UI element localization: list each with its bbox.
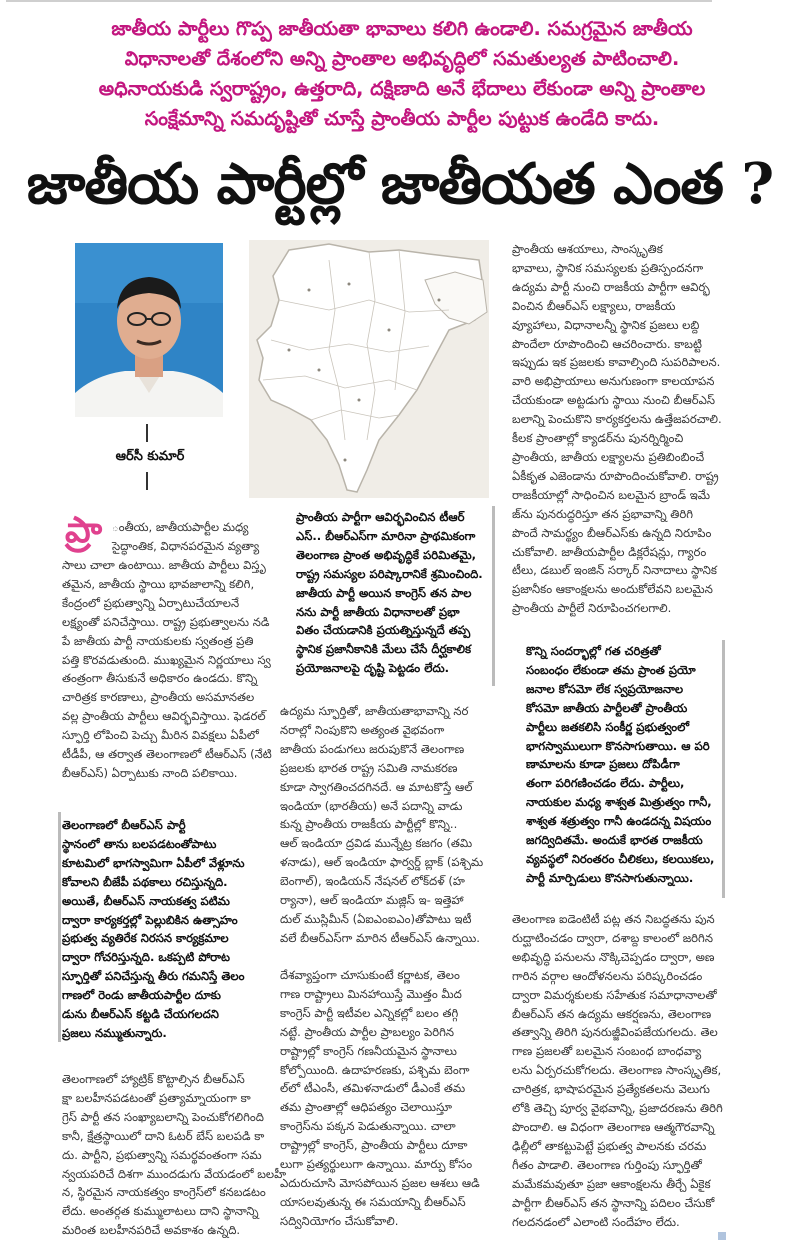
text-line: ఎస్.. బీఆర్‌ఎస్‌గా మారినా ప్రాథమికంగా xyxy=(296,528,476,543)
end-mark xyxy=(718,1232,726,1240)
text-line: ప్రాంతీయ పార్టీలే నిరూపించగలగాలి. xyxy=(512,601,672,616)
text-line: కొన్ని సందర్భాల్లో గత చరిత్రతో xyxy=(526,644,661,658)
text-line: పత్తి కొరవడుతుంది. ముఖ్యమైన నిర్ణయాలు స్వ xyxy=(62,652,271,667)
india-map xyxy=(249,240,489,498)
text-line: శాశ్వత శత్రుత్వం గానీ ఉండదన్న విషయం xyxy=(526,814,712,829)
text-line: ఇండియా (భారతీయ) అనే పదాన్ని వాడు xyxy=(280,798,463,813)
text-line: వల్ల ప్రాంతీయ పార్టీలు ఆవిర్భవిస్తాయి. ఫెడరల్ xyxy=(62,709,266,724)
deck-line: విధానాలతో దేశంలోని అన్ని ప్రాంతాల అభివృద్ధిలో సమతుల్యత పాటించాలి. xyxy=(124,47,680,70)
text-line: లోకి తెచ్చి పూర్వ వైభవాన్ని, ప్రజాదరణను తిరిగి xyxy=(512,1101,723,1116)
text-line: రుద్ఘాటించడం ద్వారా, దశాబ్ద కాలంలో జరిగిన xyxy=(512,930,713,945)
text-line: వించిన బీఆర్‌ఎస్ లక్ష్యాలు, రాజకీయ xyxy=(512,298,676,313)
text-line: న, స్థిరమైన నాయకత్వం కాంగ్రెస్‌లో కనబడటం xyxy=(62,1185,266,1200)
text-line: ప్రజలు నమ్ముతున్నారు. xyxy=(62,1025,167,1040)
text-line: పార్టీలు జతకలిసి సంకీర్ణ ప్రభుత్వంలో xyxy=(526,719,690,734)
text-line: వ్యవస్థలో నిరంతరం చీలికలు, కలయికలు, xyxy=(526,851,715,866)
text-line: ప్రాంతీయ పార్టీగా ఆవిర్భవించిన టీఆర్ xyxy=(296,510,465,524)
text-line: మరింత బలహీనపరిచే అవకాశం ఉన్నది. xyxy=(62,1223,241,1238)
author-name: ఆర్‌సీ కుమార్ xyxy=(115,449,185,464)
text-line: చారిత్రక కారణాలు, ప్రాంతీయ అసమానతల xyxy=(62,690,255,705)
text-line: పే జాతీయ పార్టీ నాయకులకు స్వతంత్ర ప్రతి xyxy=(62,633,254,648)
text-line: టీలు, డబుల్ ఇంజిన్ సర్కార్ నినాదాలు స్థానిక xyxy=(512,563,717,578)
text-line: టీడీపీ, ఆ తర్వాత తెలంగాణలో టీఆర్‌ఎస్ (నేటి xyxy=(62,747,272,762)
text-line: సైద్ధాంతిక, విధానపరమైన వ్యత్యా xyxy=(112,538,260,553)
text-line: స్థానిక ప్రజానీకానికి మేలు చేసే దీర్ఘకాలిక xyxy=(296,642,472,657)
text-line: బీఆర్‌ఎస్) ఏర్పాటుకు నాంది పలికాయి. xyxy=(62,765,238,780)
text-line: ళనాడు), ఆల్ ఇండియా ఫార్వర్డ్ బ్లాక్ (పశ్చిమ xyxy=(280,855,484,870)
text-line: జాతీయ పార్టీ అయిన కాంగ్రెస్ తన పాల xyxy=(296,585,472,600)
author-divider-top xyxy=(146,424,148,442)
quote-bar-right xyxy=(492,506,495,686)
text-line: తెలంగాణలో హ్యాట్రిక్ కొట్టాల్సిన బీఆర్‌ఎస్ xyxy=(62,1072,245,1086)
text-line: దు. పార్టీని, ప్రభుత్వాన్ని సమర్థవంతంగా సమ xyxy=(62,1147,262,1162)
text-line: పార్టీగా బీఆర్‌ఎస్ తన స్థానాన్ని పదిలం చేసుకో xyxy=(512,1195,715,1210)
text-line: గాణ ప్రజలతో బలమైన సంబంధ బాంధవ్యా xyxy=(512,1044,702,1059)
text-line: అభివృద్ధి పనులను నొక్కిచెప్పడం ద్వారా, అణ xyxy=(512,949,715,964)
text-line: ఆల్ ఇండియా ద్రవిడ మున్నేట్ర కజగం (తమి xyxy=(280,836,473,851)
text-line: పొందాలి. ఆ విధంగా తెలంగాణ ఆత్మగౌరవాన్ని xyxy=(512,1119,715,1134)
text-line: నాయకుల మధ్య శాశ్వత మిత్రుత్వం గానీ, xyxy=(526,795,712,810)
text-line: కోసమో జాతీయ పార్టీలతో ప్రాంతీయ xyxy=(526,700,688,715)
text-line: ఏకీకృత ఎజెండాను రూపొందించుకోవాలి. రాష్ట్ర xyxy=(512,468,719,483)
text-line: ంతీయ, జాతీయపార్టీల మధ్య xyxy=(112,520,249,534)
text-line: గీతం పాడాలి. తెలంగాణ గుర్తింపు స్ఫూర్తితో xyxy=(512,1157,702,1172)
text-line: ణామాలను కూడా ప్రజలు దోపిడీగా xyxy=(526,757,680,772)
text-line: రాజకీయాల్లో సాధించిన బలమైన బ్రాండ్ ఇమే xyxy=(512,487,711,502)
text-line: తెలంగాణ ప్రాంత అభివృద్ధికే పరిమితమై, xyxy=(296,547,477,562)
text-line: గలదనడంలో ఎలాంటి సందేహం లేదు. xyxy=(512,1214,680,1229)
text-line: కోల్పోయింది. ఉదాహరణకు, పశ్చిమ బెంగా xyxy=(280,1062,470,1077)
text-line: ప్రజలకు భారత రాష్ట్ర సమితి నామకరణ xyxy=(280,760,458,775)
text-line: లేదు. అంతర్గత కుమ్ములాటలు దాని స్థానాన్ని xyxy=(62,1204,259,1219)
text-line: దేశవ్యాప్తంగా చూసుకుంటే కర్ణాటక, తెలం xyxy=(280,968,460,982)
col1-para2 xyxy=(62,1070,287,1240)
text-line: మమేకమవుతూ ప్రజా ఆకాంక్షలను తీర్చే ఏకైక xyxy=(512,1176,711,1191)
col2-para1 xyxy=(280,702,490,948)
text-line: దుల్ ముస్లిమీన్ (ఏఐఎంఐఎం)తోపాటు ఇటీ xyxy=(280,911,472,926)
text-line: తత్వాన్ని తిరిగి పునరుజ్జీవింపజేయగలదు. తెల xyxy=(512,1025,718,1040)
text-line: చారిత్రక, భాషాపరమైన ప్రత్యేకతలను వెలుగు xyxy=(512,1082,710,1097)
quote-bar-right-2 xyxy=(722,640,725,898)
text-line: సాలు చాలా ఉంటాయి. జాతీయ పార్టీలు విస్తృ xyxy=(62,558,266,572)
text-line: ప్రయోజనాలపై దృష్టి పెట్టడం లేదు. xyxy=(296,661,450,676)
author-divider-bottom xyxy=(146,472,148,490)
text-line: గారిన వర్గాల ఆందోళనలను పరిష్కరించడం xyxy=(512,968,703,983)
text-line: బెంగాల్), ఇండియన్ నేషనల్ లోక్‌దళ్ (హ xyxy=(280,874,465,889)
text-line: ప్రజానీకం ఆకాంక్షలను అందుకోలేవని బలమైన xyxy=(512,582,713,597)
col1-pull-quote xyxy=(62,816,254,1043)
text-line: లుగా ప్రత్యర్థులుగా ఉన్నాయి. మార్పు కోసం xyxy=(280,1157,473,1172)
text-line: ల్‌లో టీఎంసీ, తమిళనాడులో డీఎంకే తమ xyxy=(280,1081,466,1096)
text-line: గ్రెస్ పార్టీ తన సంఖ్యాబలాన్ని పెంచుకోగలిగింది xyxy=(62,1109,264,1124)
text-line: తమైన, జాతీయ స్థాయి భావజాలాన్ని కలిగి, xyxy=(62,576,255,591)
col1-para1 xyxy=(62,556,272,783)
col1-lead-lines xyxy=(112,518,260,556)
text-line: భావాలు, స్థానిక సమస్యలకు ప్రతిస్పందనగా xyxy=(512,260,704,275)
col2-para2 xyxy=(280,966,490,1231)
text-line: ద్వారా గోచరిస్తున్నది. ఒకప్పటి పోరాట xyxy=(62,950,230,965)
text-line: నట్టే. ప్రాంతీయ పార్టీల ప్రాబల్యం పెరిగిన xyxy=(280,1024,455,1039)
text-line: స్ఫూర్తితో పనిచేస్తున్న తీరు గమనిస్తే తెలం xyxy=(62,969,245,984)
text-line: సద్వినియోగం చేసుకోవాలి. xyxy=(280,1213,399,1228)
col3-pull-quote xyxy=(526,642,720,888)
text-line: ప్రాంతీయ ఆశయాలు, సాంస్కృతిక xyxy=(512,242,663,256)
text-line: కూటమిలో భాగస్వామిగా ఏపీలో వేళ్లూను xyxy=(62,855,245,870)
deck-line: సంక్షేమాన్ని సమదృష్టితో చూస్తే ప్రాంతీయ పార్టీల పుట్టుక ఉండేది కాదు. xyxy=(144,107,660,130)
quote-bar-left xyxy=(58,812,61,1042)
text-line: క్షా బలహీనపడటంతో ప్రత్యామ్నాయంగా కా xyxy=(62,1090,251,1105)
text-line: ద్వారా కార్యకర్తల్లో పెల్లుబికిన ఉత్సాహం xyxy=(62,912,238,927)
text-line: వితం చేయడానికి ప్రయత్నిస్తున్నదే తప్ప xyxy=(296,623,471,638)
text-line: కీలక ప్రాంతాల్లో క్యాడర్‌ను పునర్నిర్మించి xyxy=(512,431,684,446)
text-line: కాంగ్రెస్ పార్టీ ఇటీవల ఎన్నికల్లో బలం తగ్గి xyxy=(280,1005,459,1020)
author-portrait-image xyxy=(75,243,223,417)
text-line: ఢిల్లీలో తాకట్టుపెట్టే ప్రభుత్వ పాలనకు చరమ xyxy=(512,1138,707,1153)
text-line: ర్యానా), ఆల్ ఇండియా మజ్లిస్ ఇ- ఇత్తెహా xyxy=(280,893,464,908)
text-line: కేంద్రంలో ప్రభుత్వాన్ని ఏర్పాటుచేయాలనే xyxy=(62,595,240,610)
col3-para2 xyxy=(512,910,728,1231)
text-line: భాగస్వాములుగా కొనసాగుతాయి. ఆ పరి xyxy=(526,738,710,753)
text-line: గాణ రాష్ట్రాలు మినహాయిస్తే మొత్తం మీద xyxy=(280,986,462,1001)
text-line: వ్యూహాలు, విధానాలన్నీ స్థానిక ప్రజలు లబ్ది xyxy=(512,317,700,332)
text-line: చేయకుండా అట్టడుగు స్థాయి నుంచి బీఆర్‌ఎస్ xyxy=(512,393,716,408)
text-line: డును బీఆర్‌ఎస్ కట్టడి చేయగలదని xyxy=(62,1007,219,1022)
text-line: ఎదురుచూసి మోసపోయిన ప్రజల ఆశలు ఆడి xyxy=(280,1175,480,1190)
text-line: తెలంగాణ ఐడెంటిటీ పట్ల తన నిబద్ధతను పున xyxy=(512,912,715,926)
text-line: రాష్ట్ర సమస్యల పరిష్కారానికే శ్రమించింది. xyxy=(296,566,483,581)
text-line: లను ఏర్పరచుకోగలదు. తెలంగాణ సాంస్కృతిక, xyxy=(512,1063,722,1078)
col2-highlight xyxy=(296,508,490,678)
text-line: బలాన్ని పెంచుకొని కార్యకర్తలను ఉత్తేజపరచాలి. xyxy=(512,412,722,427)
text-line: రాష్ట్రాల్లో కాంగ్రెస్, ప్రాంతీయ పార్టీలు దూకా xyxy=(280,1138,468,1153)
text-line: స్ఫూర్తి లోపించి పెచ్చు మీరిన వివక్షలు ఏపీలో xyxy=(62,728,259,743)
text-line: తెలంగాణలో బీఆర్‌ఎస్ పార్టీ xyxy=(62,818,186,832)
deck-line: అధినాయకుడి స్వరాష్ట్రం, ఉత్తరాది, దక్షిణాది అనే భేదాలు లేకుండా అన్ని ప్రాంతాల xyxy=(98,77,706,100)
text-line: పార్టీ మార్పిడులు కొనసాగుతున్నాయి. xyxy=(526,870,694,885)
india-map-image xyxy=(249,240,489,498)
text-line: బీఆర్‌ఎస్ తన ఉద్యమ ఆకర్షణను, తెలంగాణ xyxy=(512,1006,712,1021)
text-line: అయితే, బీఆర్‌ఎస్ నాయకత్వ పటిమ xyxy=(62,893,230,908)
text-line: కానీ, క్షేత్రస్థాయిలో దాని ఓటర్ బేస్ బలపడి కా xyxy=(62,1128,265,1143)
text-line: కోవాలని బీజేపీ పథకాలు రచిస్తున్నది. xyxy=(62,874,228,889)
text-line: తమ ప్రాంతాల్లో ఆధిపత్యం చెలాయిస్తూ xyxy=(280,1100,452,1115)
text-line: తంత్రంగా తీసుకునే అధికారం ఉండదు. కొన్ని xyxy=(62,671,258,686)
text-line: ప్రభుత్వ వ్యతిరేక నిరసన కార్యక్రమాల xyxy=(62,931,229,946)
text-line: ఉద్యమ స్ఫూర్తితో, జాతీయతాభావాన్ని నర xyxy=(280,704,469,718)
text-line: తంగా పరిగణించడం లేదు. పార్టీలు, xyxy=(526,776,685,791)
text-line: నను పార్టీ జాతీయ విధానాలతో ప్రభా xyxy=(296,604,460,619)
text-line: నరాల్లో నింపుకొని అత్యంత వైభవంగా xyxy=(280,722,445,737)
text-line: న్వయపరిచే దిశగా ముందడుగు వేయడంలో బలహీ xyxy=(62,1166,287,1181)
text-line: జగద్విదితమే. అందుకే భారత రాజకీయ xyxy=(526,833,703,848)
text-line: యాసలవుతున్న ఈ సమయాన్ని బీఆర్‌ఎస్ xyxy=(280,1194,466,1209)
text-line: పొందే సామర్థ్యం బీఆర్‌ఎస్‌కు ఉన్నది నిరూపిం xyxy=(512,525,712,540)
text-line: సంబంధం లేకుండా తమ ప్రాంత ప్రయో xyxy=(526,662,696,677)
deck xyxy=(62,14,742,134)
text-line: కాంగ్రెస్‌ను పక్కన పెడుతున్నాయి. చాలా xyxy=(280,1119,456,1134)
text-line: పొందేలా రూపొందించి ఆచరించారు. కాబట్టి xyxy=(512,336,702,351)
col3-para1 xyxy=(512,240,728,618)
headline: జాతీయ పార్టీల్లో జాతీయత ఎంత ? xyxy=(26,151,774,217)
text-line: ఇప్పుడు ఇక ప్రజలకు కావాల్సింది సుపరిపాలన. xyxy=(512,355,721,370)
text-line: చుకోవాలి. జాతీయపార్టీల డిక్లరేషన్లు, గ్యారం xyxy=(512,544,707,559)
text-line: ద్వారా విమర్శకులకు సహేతుక సమాధానాలతో xyxy=(512,987,717,1002)
text-line: లక్ష్యంతో పనిచేస్తాయి. రాష్ట్ర ప్రభుత్వాలను నడి xyxy=(62,614,270,629)
text-line: జనాల కోసమో లేక స్వప్రయోజనాల xyxy=(526,681,684,696)
text-line: వలే బీఆర్‌ఎస్‌గా మారిన టీఆర్‌ఎస్ ఉన్నాయి. xyxy=(280,930,480,945)
text-line: కూడా స్వాగతించదగినదే. ఆ మాటకొస్తే ఆల్ xyxy=(280,779,473,794)
text-line: స్థానంలో తాను బలపడటంతోపాటు xyxy=(62,836,217,851)
top-rule xyxy=(6,0,712,2)
author-photo xyxy=(75,243,223,417)
text-line: కున్న ప్రాంతీయ రాజకీయ పార్టీల్లో కొన్ని.. xyxy=(280,817,458,832)
text-line: ప్రాంతీయ, జాతీయ లక్ష్యాలను ప్రతిబింబించే xyxy=(512,449,705,464)
dropcap: ప్రా xyxy=(65,510,103,551)
text-line: వారి అభిప్రాయాలు అనుగుణంగా కాలయాపన xyxy=(512,374,715,389)
text-line: జాతీయ పండుగలు జరుపుకొనే తెలంగాణ xyxy=(280,741,465,756)
deck-line: జాతీయ పార్టీలు గొప్ప జాతీయతా భావాలు కలిగి ఉండాలి. సమగ్రమైన జాతీయ xyxy=(111,17,693,40)
text-line: గాణలో రెండు జాతీయపార్టీల దూకు xyxy=(62,988,221,1003)
text-line: రాష్ట్రాల్లో కాంగ్రెస్ గణనీయమైన స్థానాలు xyxy=(280,1043,457,1058)
text-line: జ్‌ను పునరుద్ధరిస్తూ తన ప్రభావాన్ని తిరిగి xyxy=(512,506,693,521)
text-line: ఉద్యమ పార్టీ నుంచి రాజకీయ పార్టీగా ఆవిర్భ xyxy=(512,279,710,294)
